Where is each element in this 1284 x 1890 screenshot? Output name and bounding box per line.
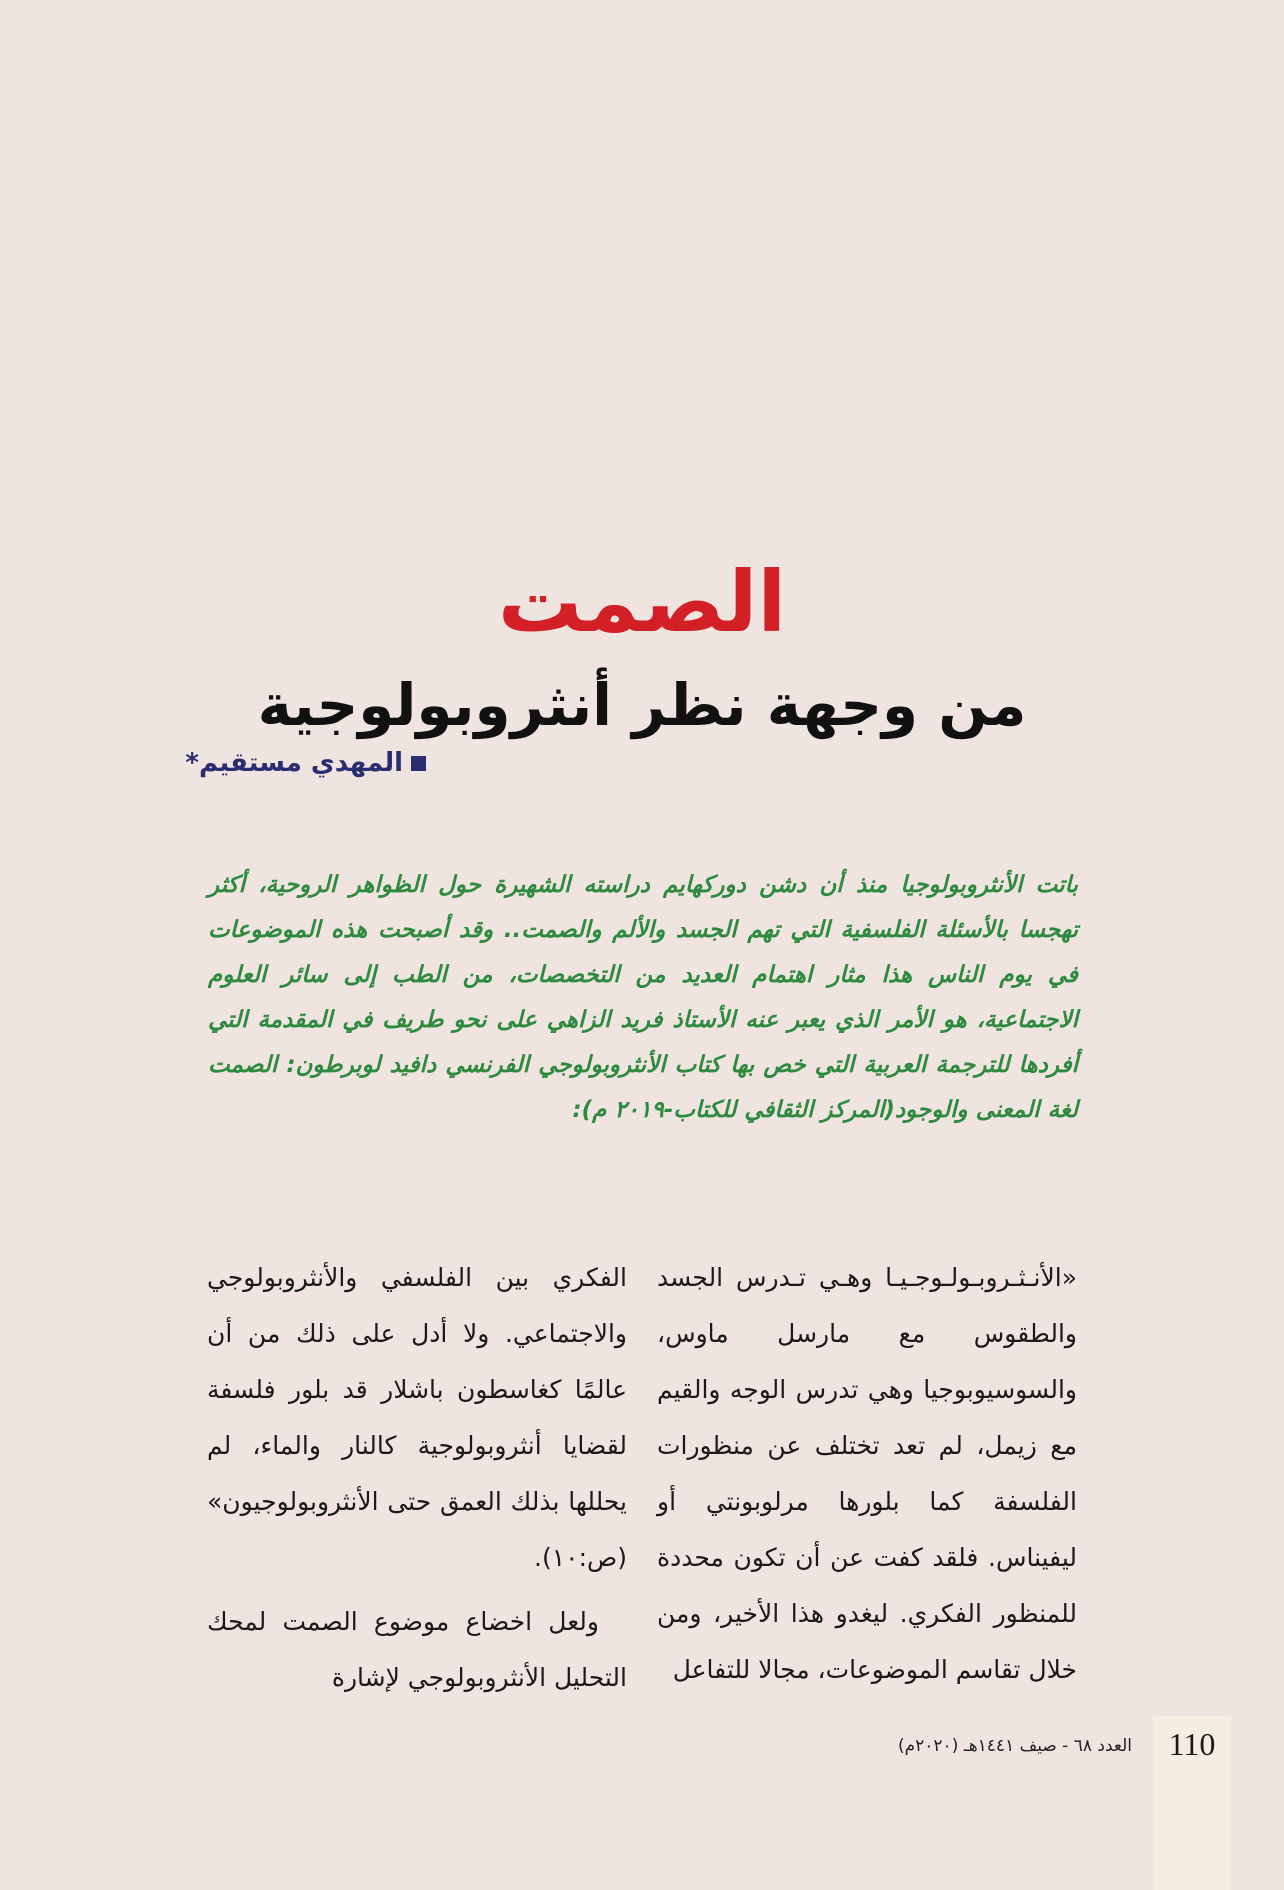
article-subtitle: من وجهة نظر أنثروبولوجية: [257, 671, 1027, 740]
body-column-right: [657, 1250, 1077, 1706]
author-name: المهدي مستقيم*: [185, 748, 403, 778]
body-paragraph: الفكري بين الفلسفي والأنثروبولوجي والاجتماعي. ولا أدل على ذلك من أن عالمًا كغاسطون باشلار قد بلور فلسفة لقضايا أنثروبولوجية كالنار والماء، لم يحللها بذلك العمق حتى الأنثروبولوجيون» (ص:١٠).: [207, 1263, 627, 1572]
article-title: الصمت: [497, 553, 787, 652]
page-number: 110: [1168, 1726, 1216, 1762]
article-abstract: باتت الأنثروبولوجيا منذ أن دشن دوركهايم دراسته الشهيرة حول الظواهر الروحية، أكثر تهجسا بالأسئلة الفلسفية التي تهم الجسد والألم والصمت.. وقد أصبحت هذه الموضوعات في يوم الناس هذا مثار اهتمام العديد من التخصصات، من الطب إلى سائر العلوم الاجتماعية، هو الأمر الذي يعبر عنه الأستاذ فريد الزاهي على نحو طريف في المقدمة التي أفردها للترجمة العربية التي خص بها كتاب الأنثروبولوجي الفرنسي دافيد لوبرطون: الصمت لغة المعنى والوجود(المركز الثقافي للكتاب-٢٠١٩ م):: [208, 872, 1079, 1123]
author-bullet-icon: [411, 756, 426, 771]
author-line: [185, 748, 426, 778]
body-paragraph: «الأنـثـروبـولـوجـيـا وهـي تـدرس الجسد والطقوس مع مارسل ماوس، والسوسيوبوجيا وهي تدرس الوجه والقيم مع زيمل، لم تعد تختلف عن منظورات الفلسفة كما بلورها مرلوبونتي أو ليفيناس. فلقد كفت عن أن تكون محددة للمنظور الفكري. ليغدو هذا الأخير، ومن خلال تقاسم الموضوعات، مجالا للتفاعل: [657, 1263, 1077, 1684]
body-column-left: [207, 1250, 627, 1714]
issue-footer: العدد ٦٨ - صيف ١٤٤١هـ (٢٠٢٠م): [897, 1736, 1132, 1756]
body-paragraph: ولعل اخضاع موضوع الصمت لمحك التحليل الأنثروبولوجي لإشارة: [207, 1607, 627, 1692]
